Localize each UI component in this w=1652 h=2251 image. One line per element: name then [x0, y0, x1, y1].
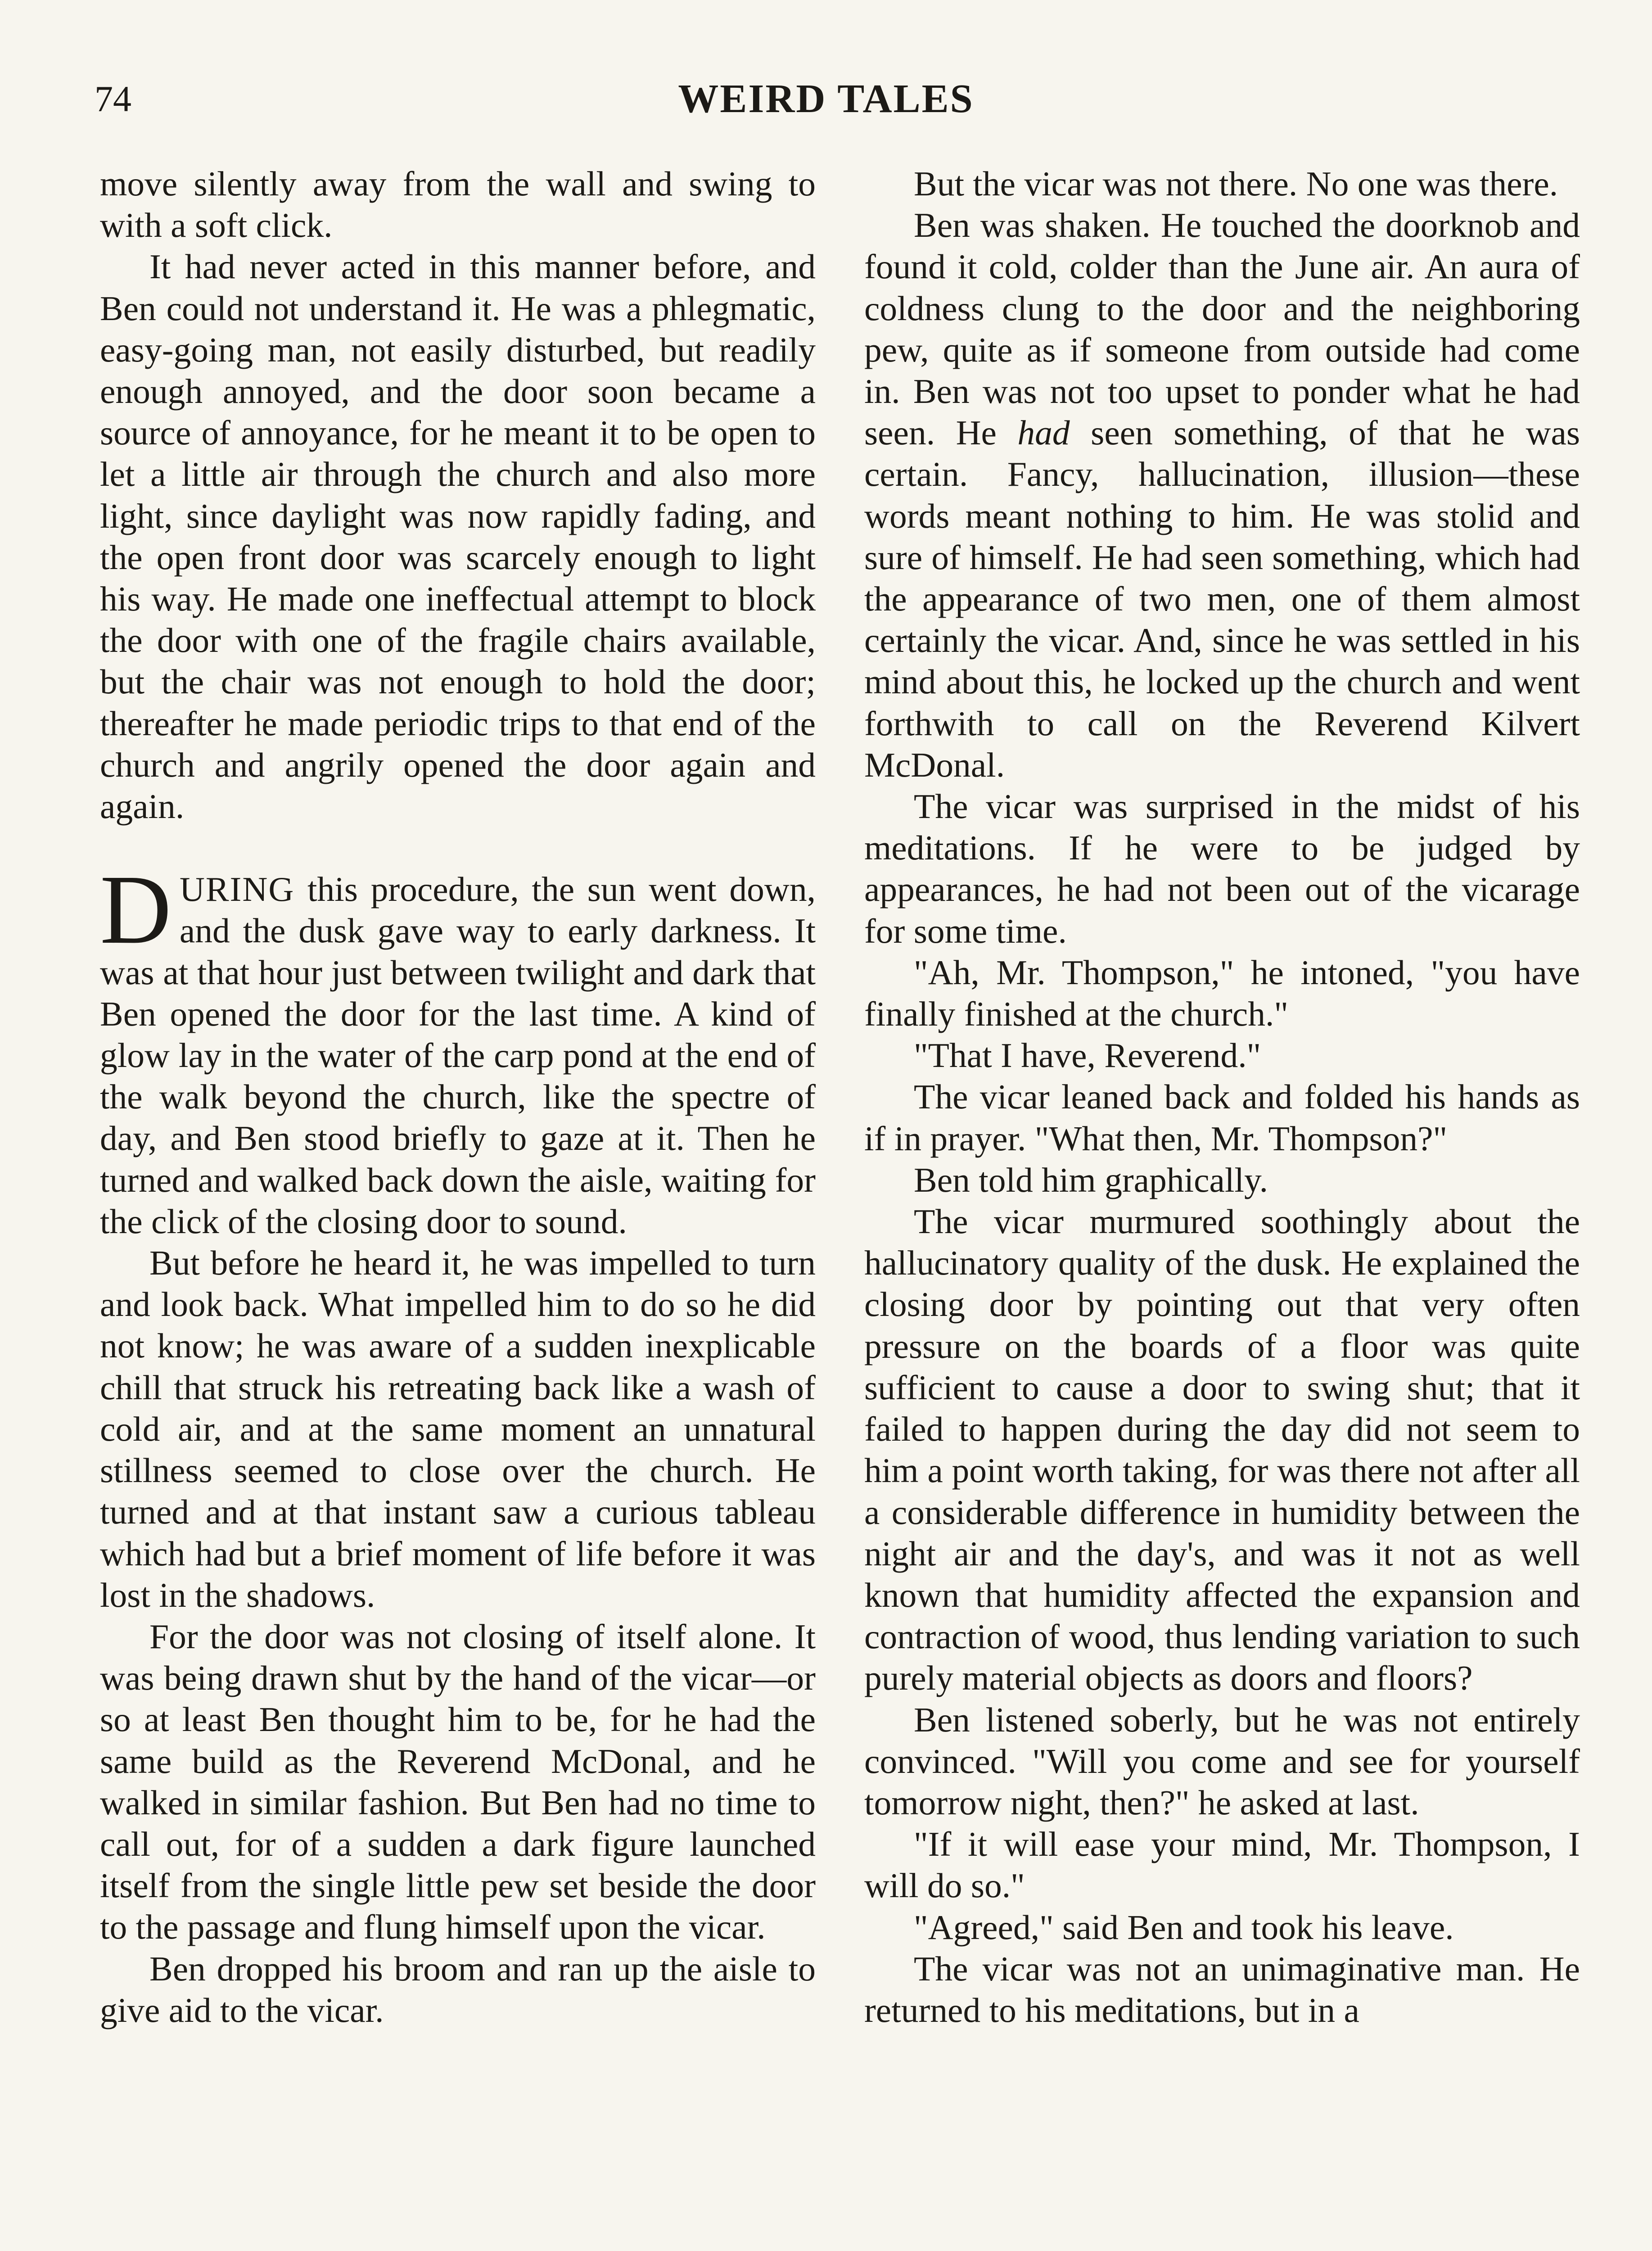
page-header	[95, 77, 1557, 135]
paragraph-text: Ben was shaken. He touched the doorknob and found it cold, colder than the June air. An aura of coldness clung to the door and the neighboring pew, quite as if someone from outside had come in. Ben was not too upset to ponder what he had seen. He	[864, 206, 1580, 452]
paragraph-text: seen something, of that he was certain. Fancy, hallucination, illusion—these words meant nothing to him. He was stolid and sure of himself. He had seen something, which had the appearance of two men, one of them almost certainly the vicar. And, since he was settled in his mind about this, he locked up the church and went forthwith to call on the Reverend Kilvert McDonal.	[864, 413, 1580, 784]
paragraph: The vicar murmured soothingly about the hallucinatory quality of the dusk. He explained the closing door by pointing out that very often pressure on the boards of a floor was quite sufficient to cause a door to swing shut; that it failed to happen during the day did not seem to him a point worth taking, for was there not after all a considerable difference in humidity between the night air and the day's, and was it not as well known that humidity affected the expansion and contraction of wood, thus lending variation to such purely material objects as doors and floors?	[864, 1202, 1580, 1698]
paragraph: "Agreed," said Ben and took his leave.	[914, 1907, 1454, 1947]
right-column	[864, 163, 1580, 2031]
paragraph: It had never acted in this manner before, and Ben could not understand it. He was a phlegmatic, easy-going man, not easily disturbed, but readily enough annoyed, and the door soon became a source of annoyance, for he meant it to be open to let a little air through the church and also more light, since daylight was now rapidly fading, and the open front door was scarcely enough to light his way. He made one ineffectual attempt to block the door with one of the fragile chairs available, but the chair was not enough to hold the door; thereafter he made periodic trips to that end of the church and angrily opened the door again and again.	[100, 247, 816, 826]
left-column	[100, 163, 816, 2031]
paragraph: "Ah, Mr. Thompson," he intoned, "you have finally finished at the church."	[864, 953, 1580, 1034]
paragraph: move silently away from the wall and swing to with a soft click.	[100, 164, 816, 245]
smallcaps-lead: URING	[179, 870, 295, 909]
paragraph: "If it will ease your mind, Mr. Thompson, I will do so."	[864, 1825, 1580, 1905]
paragraph: Ben told him graphically.	[914, 1160, 1268, 1199]
paragraph: For the door was not closing of itself alone. It was being drawn shut by the hand of the vicar—or so at least Ben thought him to be, for he had the same build as the Reverend McDonal, and he walked in similar fashion. But Ben had no time to call out, for of a sudden a dark figure launched itself from the single little pew set beside the door to the passage and flung himself upon the vicar.	[100, 1617, 816, 1947]
paragraph: "That I have, Reverend."	[914, 1036, 1261, 1075]
paragraph: The vicar leaned back and folded his hands as if in prayer. "What then, Mr. Thompson?"	[864, 1077, 1580, 1158]
running-title: WEIRD TALES	[678, 77, 974, 121]
paragraph: Ben dropped his broom and ran up the aisle to give aid to the vicar.	[100, 1949, 816, 2030]
paragraph: The vicar was surprised in the midst of his meditations. If he were to be judged by appearances, he had not been out of the vicarage for some time.	[864, 787, 1580, 950]
paragraph: But before he heard it, he was impelled to turn and look back. What impelled him to do so he did not know; he was aware of a sudden inexplicable chill that struck his retreating back like a wash of cold air, and at the same moment an unnatural stillness seemed to close over the church. He turned and at that instant saw a curious tableau which had but a brief moment of life before it was lost in the shadows.	[100, 1243, 816, 1614]
paragraph: The vicar was not an unimaginative man. He returned to his meditations, but in a	[864, 1949, 1580, 2030]
drop-cap: D	[100, 854, 172, 965]
paragraph-text: this procedure, the sun went down, and the dusk gave way to early darkness. It was at that hour just between twilight and dark that Ben opened the door for the last time. A kind of glow lay in the water of the carp pond at the end of the walk beyond the church, like the spectre of day, and Ben stood briefly to gaze at it. Then he turned and walked back down the aisle, waiting for the click of the closing door to sound.	[100, 870, 816, 1241]
page-number: 74	[95, 78, 131, 119]
emphasis: had	[1017, 413, 1070, 452]
paragraph: Ben listened soberly, but he was not entirely convinced. "Will you come and see for yourself tomorrow night, then?" he asked at last.	[864, 1700, 1580, 1822]
paragraph-dropcap	[100, 854, 816, 1242]
paragraph: But the vicar was not there. No one was there.	[914, 164, 1558, 203]
paragraph	[864, 204, 1580, 786]
